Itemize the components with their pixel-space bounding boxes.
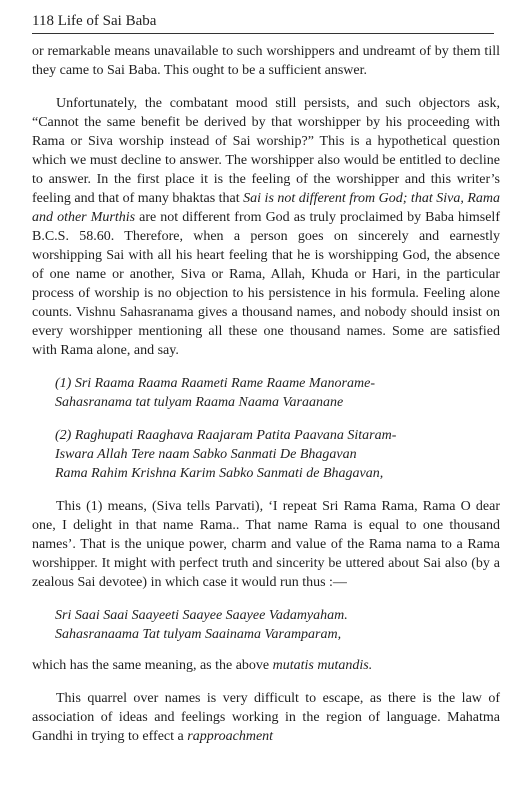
verse-1 [55,374,500,412]
paragraph-1: or remarkable means unavailable to such worshippers and undreamt of by them till they came to Sai Baba. This ought to be a sufficient answer. [32,44,500,78]
paragraph-2-italic: Sai is not different from God; that Siva, Rama and other Murthis [32,191,500,225]
book-page [32,12,500,746]
paragraph-5 [32,689,500,746]
paragraph-4-italic: mutatis mutandis. [272,658,373,673]
verse-line: (2) Raghupati Raaghava Raajaram Patita Paavana Sitaram- [55,428,397,443]
verse-line: Sahasranaama Tat tulyam Saainama Varamparam, [55,627,342,642]
paragraph-5-italic: rapproachment [187,729,274,744]
running-title: Life of Sai Baba [57,13,157,29]
page-number: 118 [32,13,54,29]
verse-2 [55,426,500,483]
verse-line: (1) Sri Raama Raama Raameti Rame Raame Manorame- [55,376,375,391]
paragraph-3: This (1) means, (Siva tells Parvati), ‘I repeat Sri Rama Rama, Rama O dear one, I delight in that name Rama.. That name Rama is equal to one thousand names’. That is the unique power, charm and value of the Rama nama to a Rama worshipper. It might with perfect truth and sincerity be uttered about Sai also (by a zealous Sai devotee) in which case it would run thus :— [32,499,500,590]
verse-line: Sri Saai Saai Saayeeti Saayee Saayee Vadamyaham. [55,608,348,623]
page-header [32,12,500,30]
paragraph-2 [32,94,500,360]
paragraph-2-text-b: are not different from God as truly proclaimed by Baba himself B.C.S. 58.60. Therefore, when a person goes on sincerely and earnestly worshipping Sai with all his heart feeling that he is worshipping God, the absence of one name or another, Siva or Rama, Allah, Khuda or Hari, in the particular process of worship is no objection to his persistence in his formula. Feeling alone counts. Vishnu Sahasranama gives a thousand names, and nobody should insist on every worshipper mentioning all these one thousand names. Some are satisfied with Rama alone, and say. [32,210,500,358]
paragraph-4-text: which has the same meaning, as the above [32,658,273,673]
verse-line: Sahasranama tat tulyam Raama Naama Varaanane [55,395,344,410]
paragraph-2-text-a: Unfortunately, the combatant mood still persists, and such objectors ask, “Cannot the same benefit be derived by that worshipper by his proceeding with Rama or Siva worship instead of Sai worship?” This is a hypothetical question which we must decline to answer. The worshipper also would be entitled to decline to answer. In the first place it is the feeling of the worshipper and this writer’s feeling and that of many bhaktas that [32,96,500,206]
verse-3 [55,606,500,644]
paragraph-5-text: This quarrel over names is very difficult to escape, as there is the law of association of ideas and feelings working in the region of language. Mahatma Gandhi in trying to effect a [32,691,500,744]
verse-line: Rama Rahim Krishna Karim Sabko Sanmati de Bhagavan, [55,466,384,481]
paragraph-4 [32,656,500,675]
verse-line: Iswara Allah Tere naam Sabko Sanmati De Bhagavan [55,447,357,462]
header-rule [32,33,494,34]
